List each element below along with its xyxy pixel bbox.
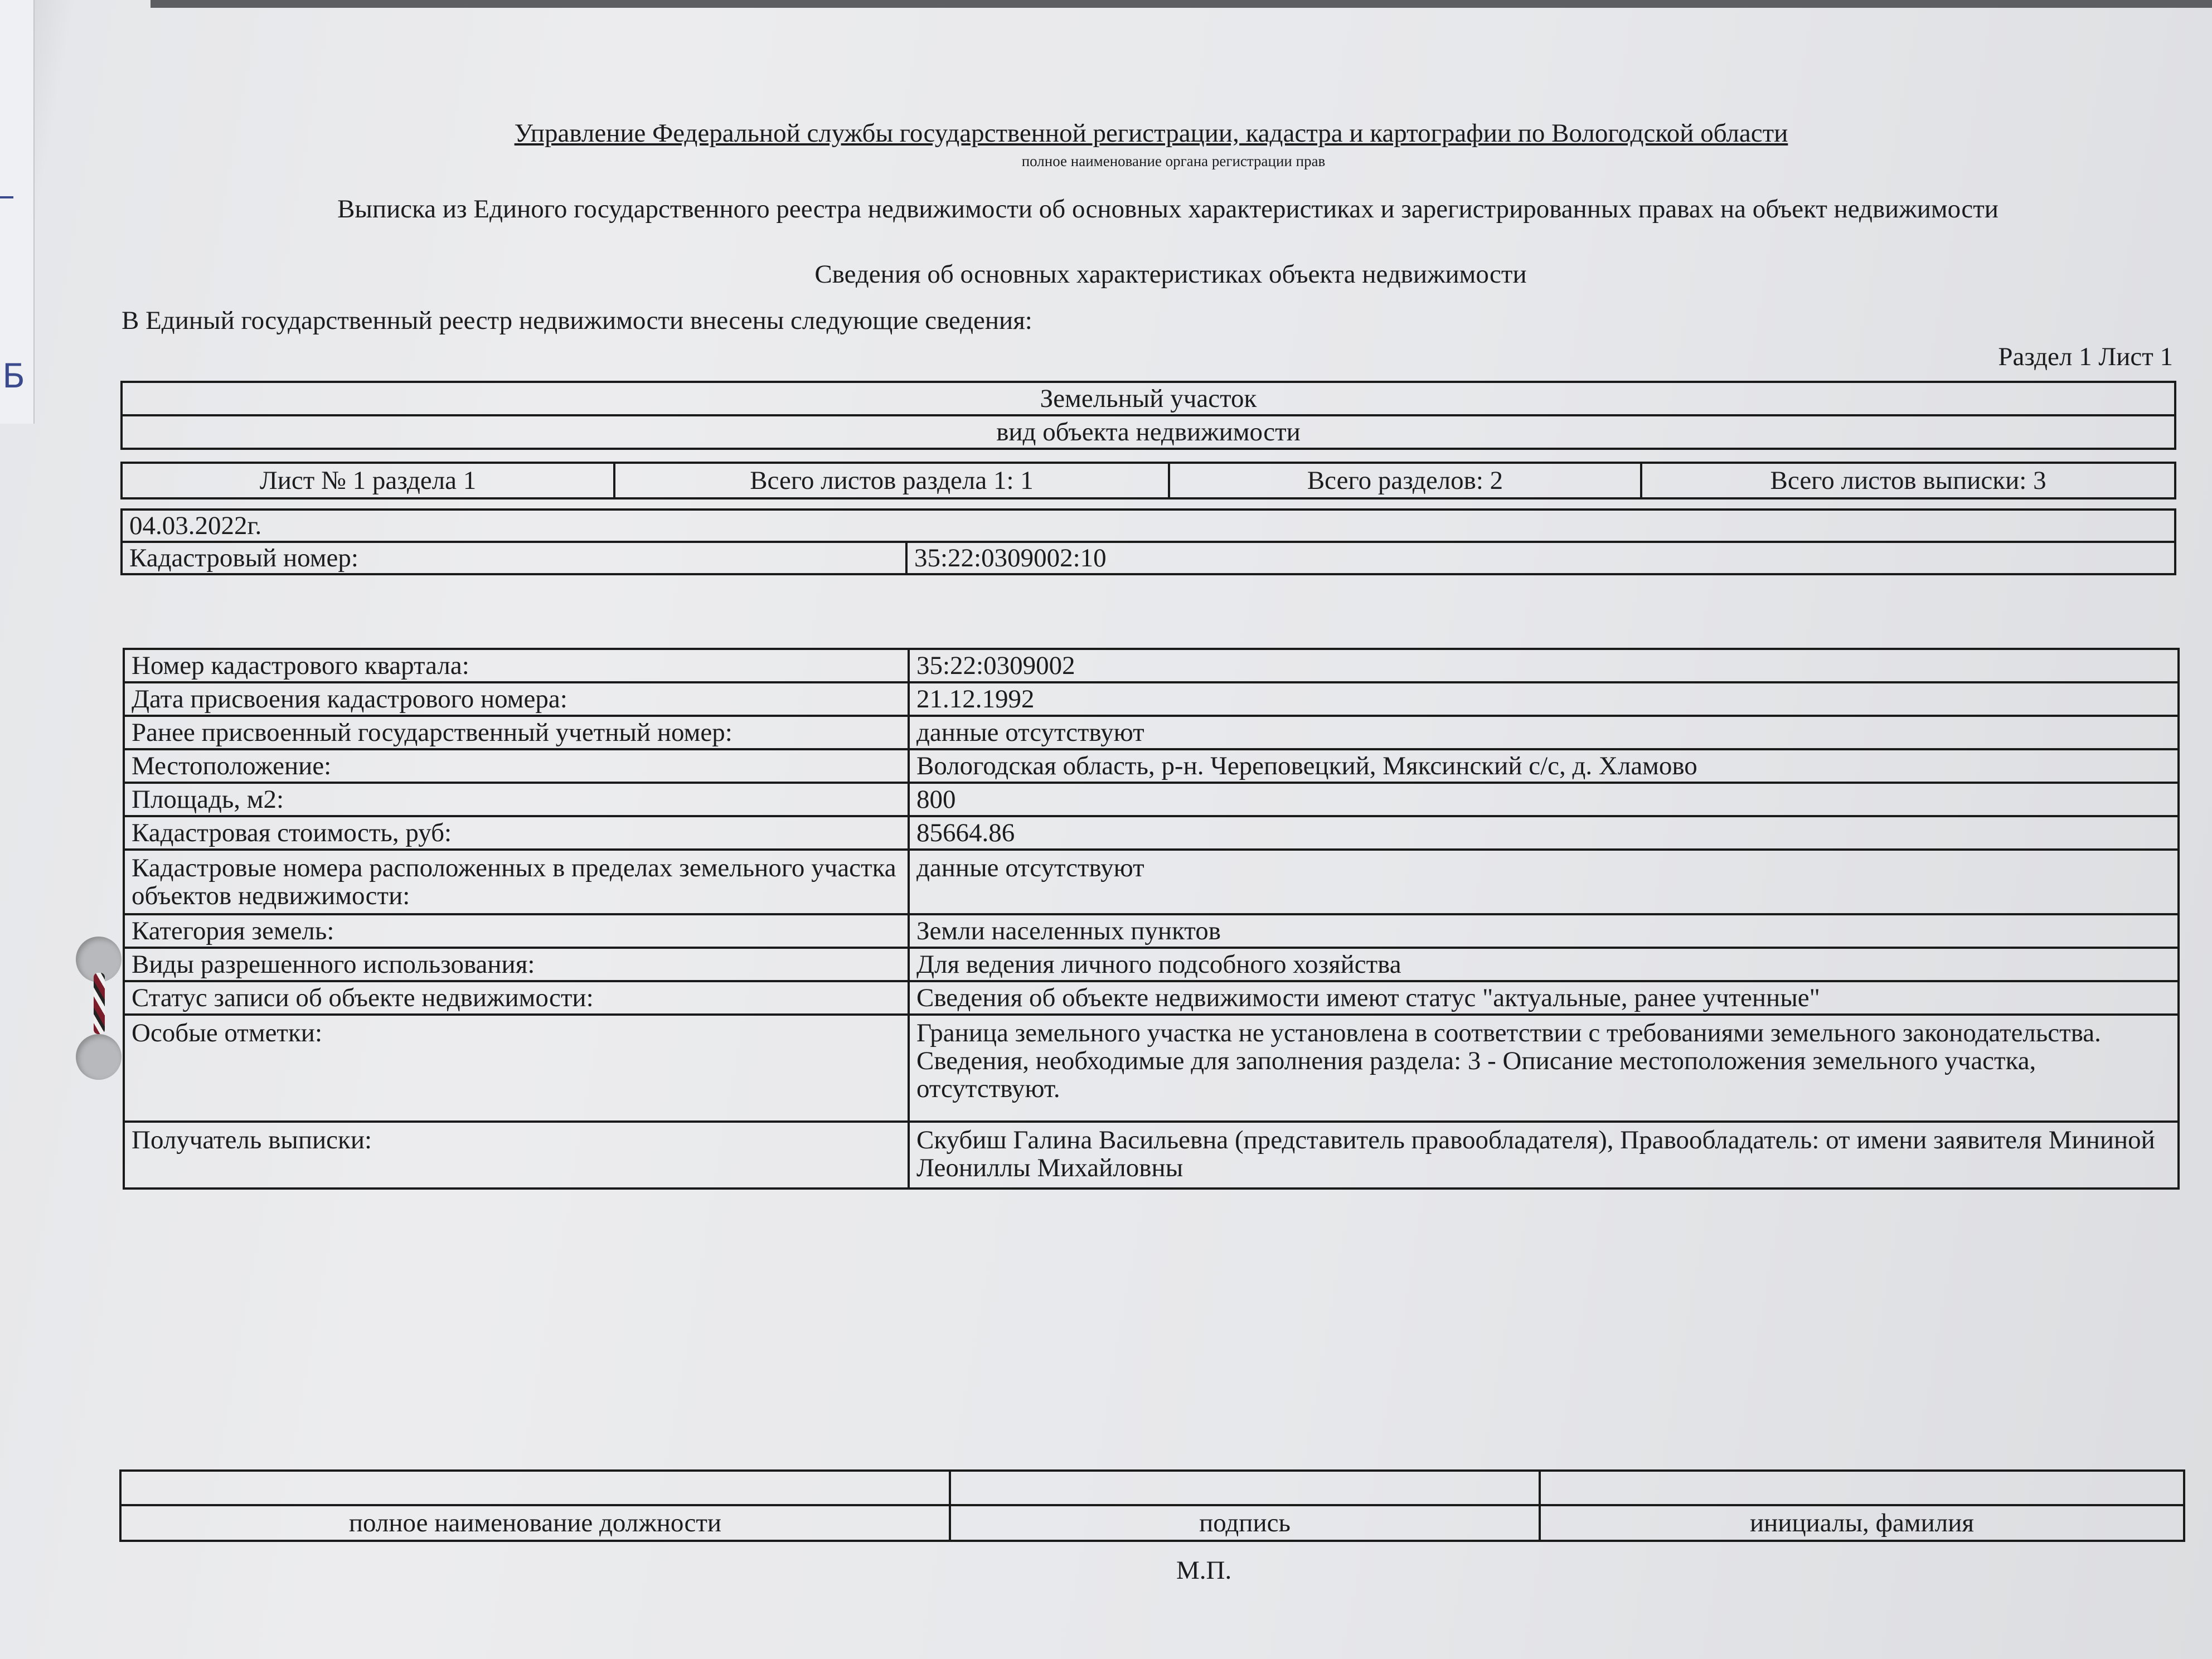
object-type-table — [120, 381, 2176, 450]
cadastral-number-value: 35:22:0309002:10 — [906, 542, 2175, 574]
info-title: Сведения об основных характеристиках объекта недвижимости — [814, 260, 1527, 289]
binding-string — [94, 973, 105, 1034]
name-caption: инициалы, фамилия — [1540, 1505, 2184, 1541]
table-row — [124, 948, 2179, 981]
table-row — [124, 649, 2179, 682]
row-value: Земли населенных пунктов — [909, 914, 2179, 948]
name-blank — [1540, 1471, 2184, 1505]
row-value: Вологодская область, р-н. Череповецкий, Мяксинский с/с, д. Хламово — [909, 749, 2179, 783]
row-value: Граница земельного участка не установлена в соответствии с требованиями земельного законодательства. Сведения, необходимые для заполнения раздела: 3 - Описание местоположения земельного участка, отсутствуют. — [909, 1015, 2179, 1122]
row-label: Ранее присвоенный государственный учетный номер: — [124, 716, 909, 749]
intro-text: В Единый государственный реестр недвижимости внесены следующие сведения: — [122, 306, 1032, 335]
total-sections: Всего разделов: 2 — [1169, 463, 1641, 498]
seal-place: М.П. — [1176, 1556, 1232, 1585]
table-row — [124, 816, 2179, 850]
row-label: Площадь, м2: — [124, 783, 909, 816]
row-label: Особые отметки: — [124, 1015, 909, 1122]
extract-date: 04.03.2022г. — [122, 510, 2175, 542]
object-type-value: Земельный участок — [122, 382, 2175, 415]
section-reference: Раздел 1 Лист 1 — [1998, 342, 2173, 371]
position-caption: полное наименование должности — [120, 1505, 950, 1541]
row-value: 85664.86 — [909, 816, 2179, 850]
row-label: Дата присвоения кадастрового номера: — [124, 682, 909, 716]
row-value: 21.12.1992 — [909, 682, 2179, 716]
object-type-caption: вид объекта недвижимости — [122, 415, 2175, 449]
authority-title: Управление Федеральной службы государственной регистрации, кадастра и картографии по Вологодской области — [514, 119, 1788, 148]
row-label: Виды разрешенного использования: — [124, 948, 909, 981]
total-sheets: Всего листов выписки: 3 — [1641, 463, 2175, 498]
row-label: Кадастровая стоимость, руб: — [124, 816, 909, 850]
row-label: Номер кадастрового квартала: — [124, 649, 909, 682]
row-value: Сведения об объекте недвижимости имеют статус "актуальные, ранее учтенные" — [909, 981, 2179, 1015]
row-value: данные отсутствуют — [909, 850, 2179, 914]
margin-handwritten-letter: Б — [2, 357, 26, 396]
table-edge-strip — [151, 0, 2212, 8]
cadastral-number-label: Кадастровый номер: — [122, 542, 906, 574]
table-row — [124, 783, 2179, 816]
details-table — [123, 648, 2180, 1190]
sheets-in-section: Всего листов раздела 1: 1 — [614, 463, 1169, 498]
table-row — [124, 682, 2179, 716]
table-row — [124, 1015, 2179, 1122]
signature-caption: подпись — [950, 1505, 1540, 1541]
row-value: данные отсутствуют — [909, 716, 2179, 749]
table-row — [124, 850, 2179, 914]
binder-hole-icon — [76, 1034, 122, 1080]
margin-pen-dash — [0, 196, 13, 198]
document-title: Выписка из Единого государственного реестра недвижимости об основных характеристиках и зарегистрированных правах на объект недвижимости — [337, 195, 1998, 224]
row-label: Кадастровые номера расположенных в пределах земельного участка объектов недвижимости: — [124, 850, 909, 914]
row-value: 800 — [909, 783, 2179, 816]
position-blank — [120, 1471, 950, 1505]
table-row — [124, 981, 2179, 1015]
identity-table — [120, 508, 2176, 575]
row-label: Категория земель: — [124, 914, 909, 948]
signature-blank — [950, 1471, 1540, 1505]
table-row — [124, 1122, 2179, 1189]
authority-caption: полное наименование органа регистрации прав — [1021, 153, 1326, 169]
row-label: Получатель выписки: — [124, 1122, 909, 1189]
sheets-table — [120, 462, 2176, 499]
sheet-number: Лист № 1 раздела 1 — [122, 463, 614, 498]
table-row — [124, 914, 2179, 948]
row-value: Скубиш Галина Васильевна (представитель правообладателя), Правообладатель: от имени заявителя Мининой Леониллы Михайловны — [909, 1122, 2179, 1189]
table-row — [124, 749, 2179, 783]
signature-table — [119, 1469, 2185, 1542]
table-row — [124, 716, 2179, 749]
row-value: 35:22:0309002 — [909, 649, 2179, 682]
row-label: Статус записи об объекте недвижимости: — [124, 981, 909, 1015]
row-value: Для ведения личного подсобного хозяйства — [909, 948, 2179, 981]
row-label: Местоположение: — [124, 749, 909, 783]
